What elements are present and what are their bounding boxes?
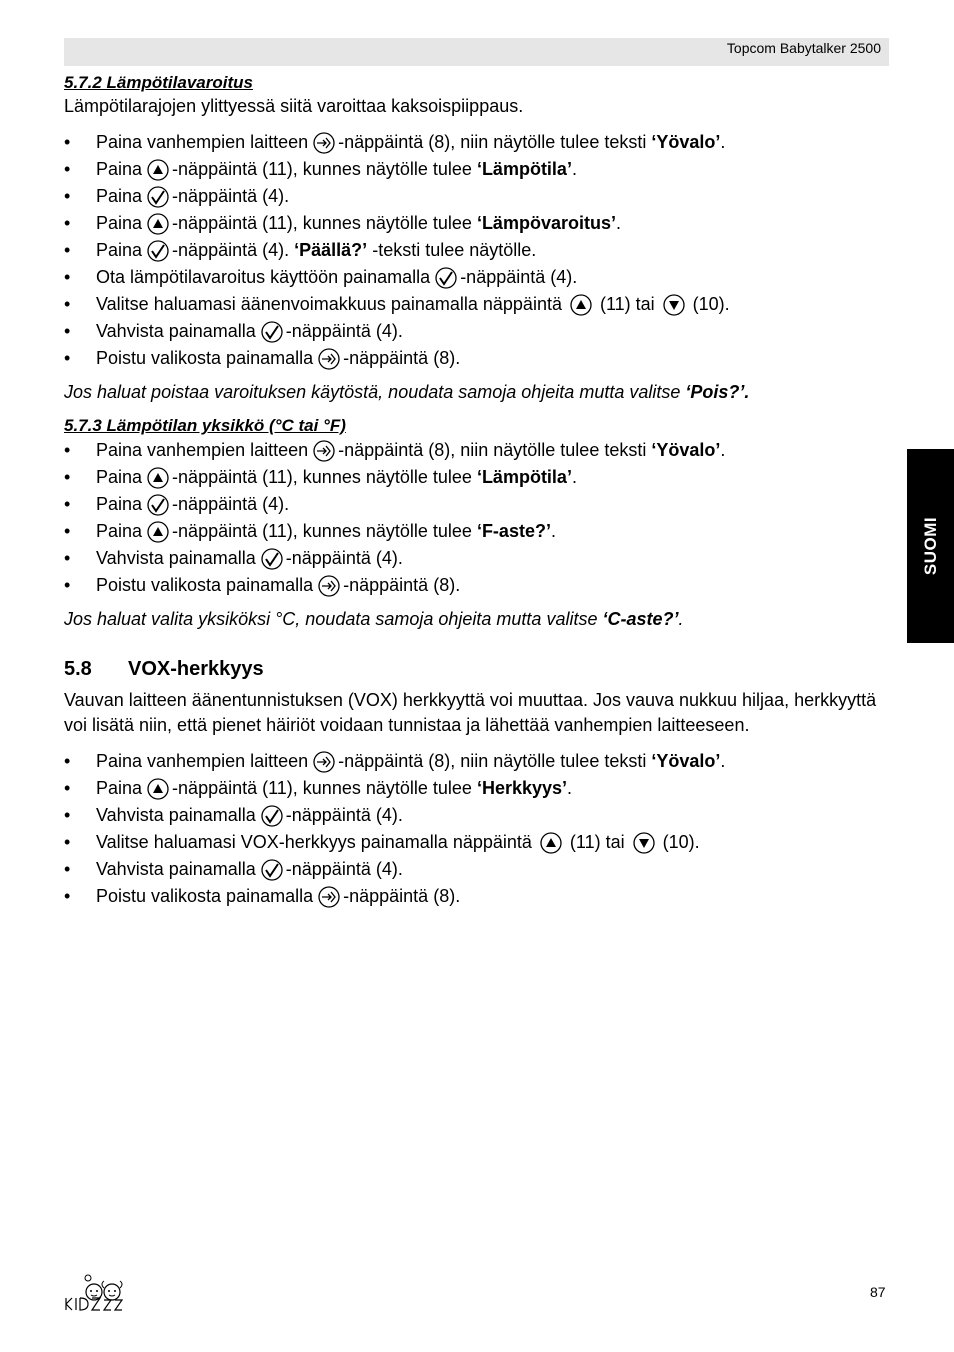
ok-check-icon (261, 805, 283, 827)
list-item: • Valitse haluamasi VOX-herkkyys painamalla näppäintä (11) tai (10). (64, 832, 700, 852)
list-item: • Vahvista painamalla -näppäintä (4). (64, 321, 403, 341)
ok-check-icon (261, 548, 283, 570)
list-item: • Vahvista painamalla -näppäintä (4). (64, 805, 403, 825)
ok-check-icon (147, 494, 169, 516)
ok-check-icon (147, 240, 169, 262)
list-item: • Poistu valikosta painamalla -näppäintä (8). (64, 348, 461, 368)
up-arrow-icon (570, 294, 592, 316)
list-item: • Paina vanhempien laitteen -näppäintä (8), niin näytölle tulee teksti ‘Yövalo’. (64, 132, 726, 152)
list-item: • Poistu valikosta painamalla -näppäintä (8). (64, 886, 461, 906)
header-title: Topcom Babytalker 2500 (726, 40, 881, 56)
up-arrow-icon (147, 159, 169, 181)
ok-check-icon (261, 859, 283, 881)
list-item: • Vahvista painamalla -näppäintä (4). (64, 548, 403, 568)
down-arrow-icon (663, 294, 685, 316)
list-item: • Paina -näppäintä (11), kunnes näytölle tulee ‘Herkkyys’. (64, 778, 573, 798)
up-arrow-icon (147, 213, 169, 235)
note-573: Jos haluat valita yksiköksi °C, noudata samoja ohjeita mutta valitse ‘C-aste?’. (64, 609, 684, 629)
kidzzz-logo (60, 1272, 136, 1316)
menu-enter-icon (313, 132, 335, 154)
language-tab-label: SUOMI (920, 516, 940, 576)
list-item: • Valitse haluamasi äänenvoimakkuus painamalla näppäintä (11) tai (10). (64, 294, 730, 314)
ok-check-icon (435, 267, 457, 289)
list-item: • Paina -näppäintä (4). (64, 186, 290, 206)
header-bar (64, 38, 889, 66)
subsection-title-572: 5.7.2 Lämpötilavaroitus (64, 73, 253, 92)
list-item: • Paina -näppäintä (4). ‘Päällä?’ -teksti tulee näytölle. (64, 240, 537, 260)
list-item: • Paina vanhempien laitteen -näppäintä (8), niin näytölle tulee teksti ‘Yövalo’. (64, 751, 726, 771)
menu-enter-icon (313, 751, 335, 773)
ok-check-icon (261, 321, 283, 343)
steps-572 (64, 129, 894, 372)
list-item: • Paina -näppäintä (4). (64, 494, 290, 514)
subsection-title-573: 5.7.3 Lämpötilan yksikkö (°C tai °F) (64, 416, 346, 435)
down-arrow-icon (633, 832, 655, 854)
list-item: • Poistu valikosta painamalla -näppäintä (8). (64, 575, 461, 595)
note-572: Jos haluat poistaa varoituksen käytöstä, noudata samoja ohjeita mutta valitse ‘Pois?’. (64, 382, 750, 402)
steps-573 (64, 437, 894, 599)
menu-enter-icon (313, 440, 335, 462)
language-tab (907, 449, 954, 643)
list-item: • Paina -näppäintä (11), kunnes näytölle tulee ‘Lämpötila’. (64, 467, 577, 487)
page-content (64, 72, 894, 910)
intro-572: Lämpötilarajojen ylittyessä siitä varoittaa kaksoispiippaus. (64, 96, 524, 116)
steps-58 (64, 748, 894, 910)
menu-enter-icon (318, 886, 340, 908)
up-arrow-icon (147, 467, 169, 489)
intro-58: Vauvan laitteen äänentunnistuksen (VOX) herkkyyttä voi muuttaa. Jos vauva nukkuu hiljaa, herkkyyttä voi lisätä niin, että pienet häiriöt voidaan tunnistaa ja lähettää vanhempien laitteeseen. (64, 690, 877, 735)
list-item: • Paina vanhempien laitteen -näppäintä (8), niin näytölle tulee teksti ‘Yövalo’. (64, 440, 726, 460)
list-item: • Paina -näppäintä (11), kunnes näytölle tulee ‘F-aste?’. (64, 521, 556, 541)
up-arrow-icon (540, 832, 562, 854)
section-title-58: 5.8 VOX-herkkyys (64, 658, 264, 680)
up-arrow-icon (147, 521, 169, 543)
list-item: • Ota lämpötilavaroitus käyttöön painamalla -näppäintä (4). (64, 267, 578, 287)
list-item: • Vahvista painamalla -näppäintä (4). (64, 859, 403, 879)
up-arrow-icon (147, 778, 169, 800)
list-item: • Paina -näppäintä (11), kunnes näytölle tulee ‘Lämpövaroitus’. (64, 213, 621, 233)
ok-check-icon (147, 186, 169, 208)
list-item: • Paina -näppäintä (11), kunnes näytölle tulee ‘Lämpötila’. (64, 159, 577, 179)
menu-enter-icon (318, 348, 340, 370)
menu-enter-icon (318, 575, 340, 597)
page-number: 87 (870, 1284, 886, 1300)
